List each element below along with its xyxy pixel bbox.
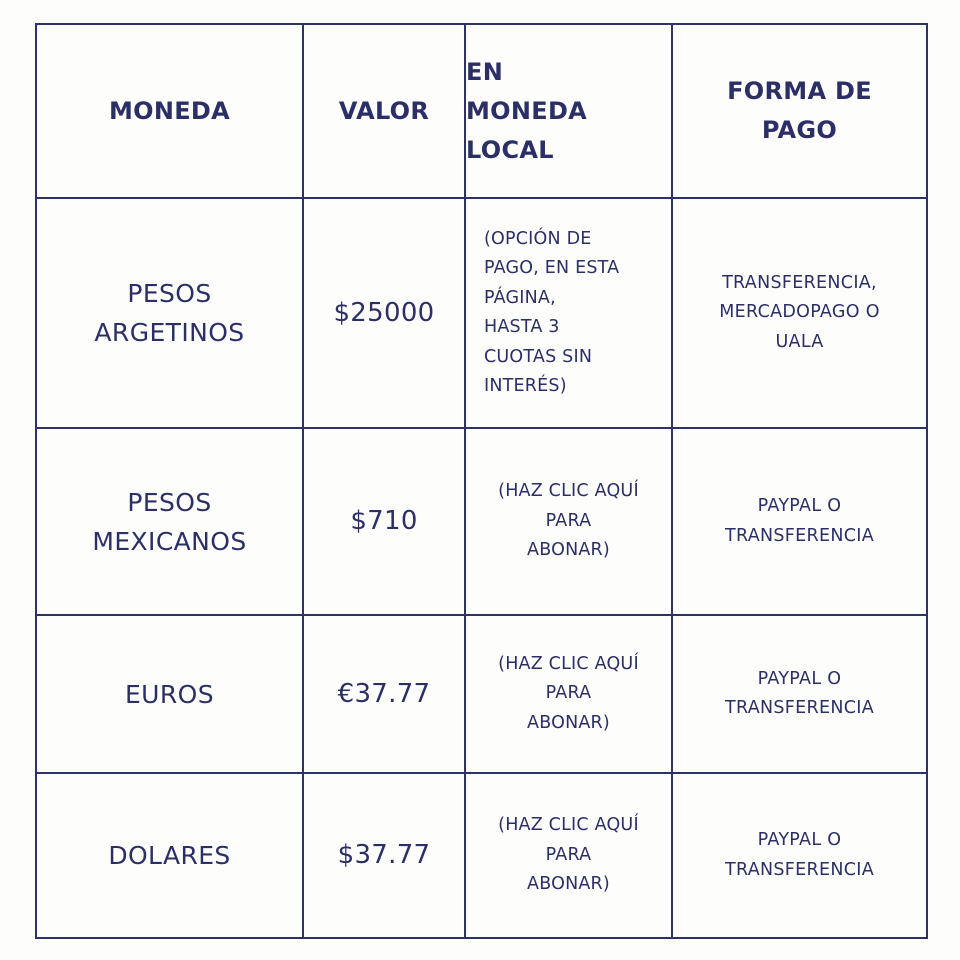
header-pago-line: PAGO — [761, 116, 838, 144]
payment-method-cell — [672, 615, 927, 773]
pay-link-cell[interactable] — [465, 773, 672, 938]
payment-line: PAYPAL O — [757, 830, 842, 850]
local-note-line: CUOTAS SIN — [484, 346, 593, 367]
value-cell: $37.77 — [303, 773, 465, 938]
payment-line: TRANSFERENCIA, — [722, 272, 877, 293]
currency-line: ARGETINOS — [94, 318, 245, 347]
table-row — [36, 773, 927, 938]
pay-link-cell[interactable] — [465, 428, 672, 615]
header-pago-line: FORMA DE — [727, 77, 872, 105]
local-note-line: (OPCIÓN DE — [484, 228, 592, 249]
payment-method-cell — [672, 428, 927, 615]
header-en-moneda-local — [465, 24, 672, 198]
pay-link-line[interactable]: ABONAR) — [527, 712, 610, 733]
value-cell: €37.77 — [303, 615, 465, 773]
currency-line: PESOS — [127, 279, 212, 308]
header-valor: VALOR — [303, 24, 465, 198]
pay-link-line[interactable]: ABONAR) — [527, 874, 610, 895]
table-row — [36, 428, 927, 615]
table-row — [36, 198, 927, 428]
value-cell: $710 — [303, 428, 465, 615]
pricing-table — [35, 23, 928, 939]
pay-link-line[interactable]: (HAZ CLIC AQUÍ — [498, 481, 639, 502]
currency-line: EUROS — [124, 679, 214, 709]
local-note-line: HASTA 3 — [484, 317, 560, 337]
currency-cell — [36, 198, 303, 428]
pay-link-line[interactable]: PARA — [545, 510, 592, 531]
local-currency-note — [465, 198, 672, 428]
header-moneda: MONEDA — [36, 24, 303, 198]
pay-link-line[interactable]: PARA — [545, 844, 592, 865]
payment-line: TRANSFERENCIA — [725, 859, 874, 880]
currency-cell — [36, 428, 303, 615]
pay-link-line[interactable]: (HAZ CLIC AQUÍ — [498, 815, 639, 836]
header-local-line: MONEDA — [466, 96, 588, 125]
header-local-line: EN — [466, 57, 504, 86]
currency-cell — [36, 615, 303, 773]
payment-line: TRANSFERENCIA — [725, 525, 874, 546]
header-row — [36, 24, 927, 198]
payment-line: PAYPAL O — [757, 668, 842, 689]
pay-link-cell[interactable] — [465, 615, 672, 773]
local-note-line: PAGO, EN ESTA — [484, 258, 620, 278]
payment-line: UALA — [775, 331, 824, 352]
payment-method-cell — [672, 198, 927, 428]
currency-line: PESOS — [127, 487, 212, 517]
payment-line: PAYPAL O — [757, 496, 842, 516]
payment-line: MERCADOPAGO O — [719, 302, 880, 323]
header-forma-de-pago — [672, 24, 927, 198]
pay-link-line[interactable]: (HAZ CLIC AQUÍ — [498, 653, 639, 674]
local-note-line: PÁGINA, — [484, 287, 556, 308]
payment-line: TRANSFERENCIA — [725, 698, 874, 718]
payment-method-cell — [672, 773, 927, 938]
local-note-line: INTERÉS) — [484, 376, 567, 396]
value-cell: $25000 — [303, 198, 465, 428]
currency-line: MEXICANOS — [92, 526, 247, 556]
header-local-line: LOCAL — [466, 135, 554, 164]
table-row — [36, 615, 927, 773]
pay-link-line[interactable]: PARA — [545, 683, 592, 704]
currency-cell — [36, 773, 303, 938]
currency-line: DOLARES — [108, 841, 231, 870]
pay-link-line[interactable]: ABONAR) — [527, 540, 610, 561]
